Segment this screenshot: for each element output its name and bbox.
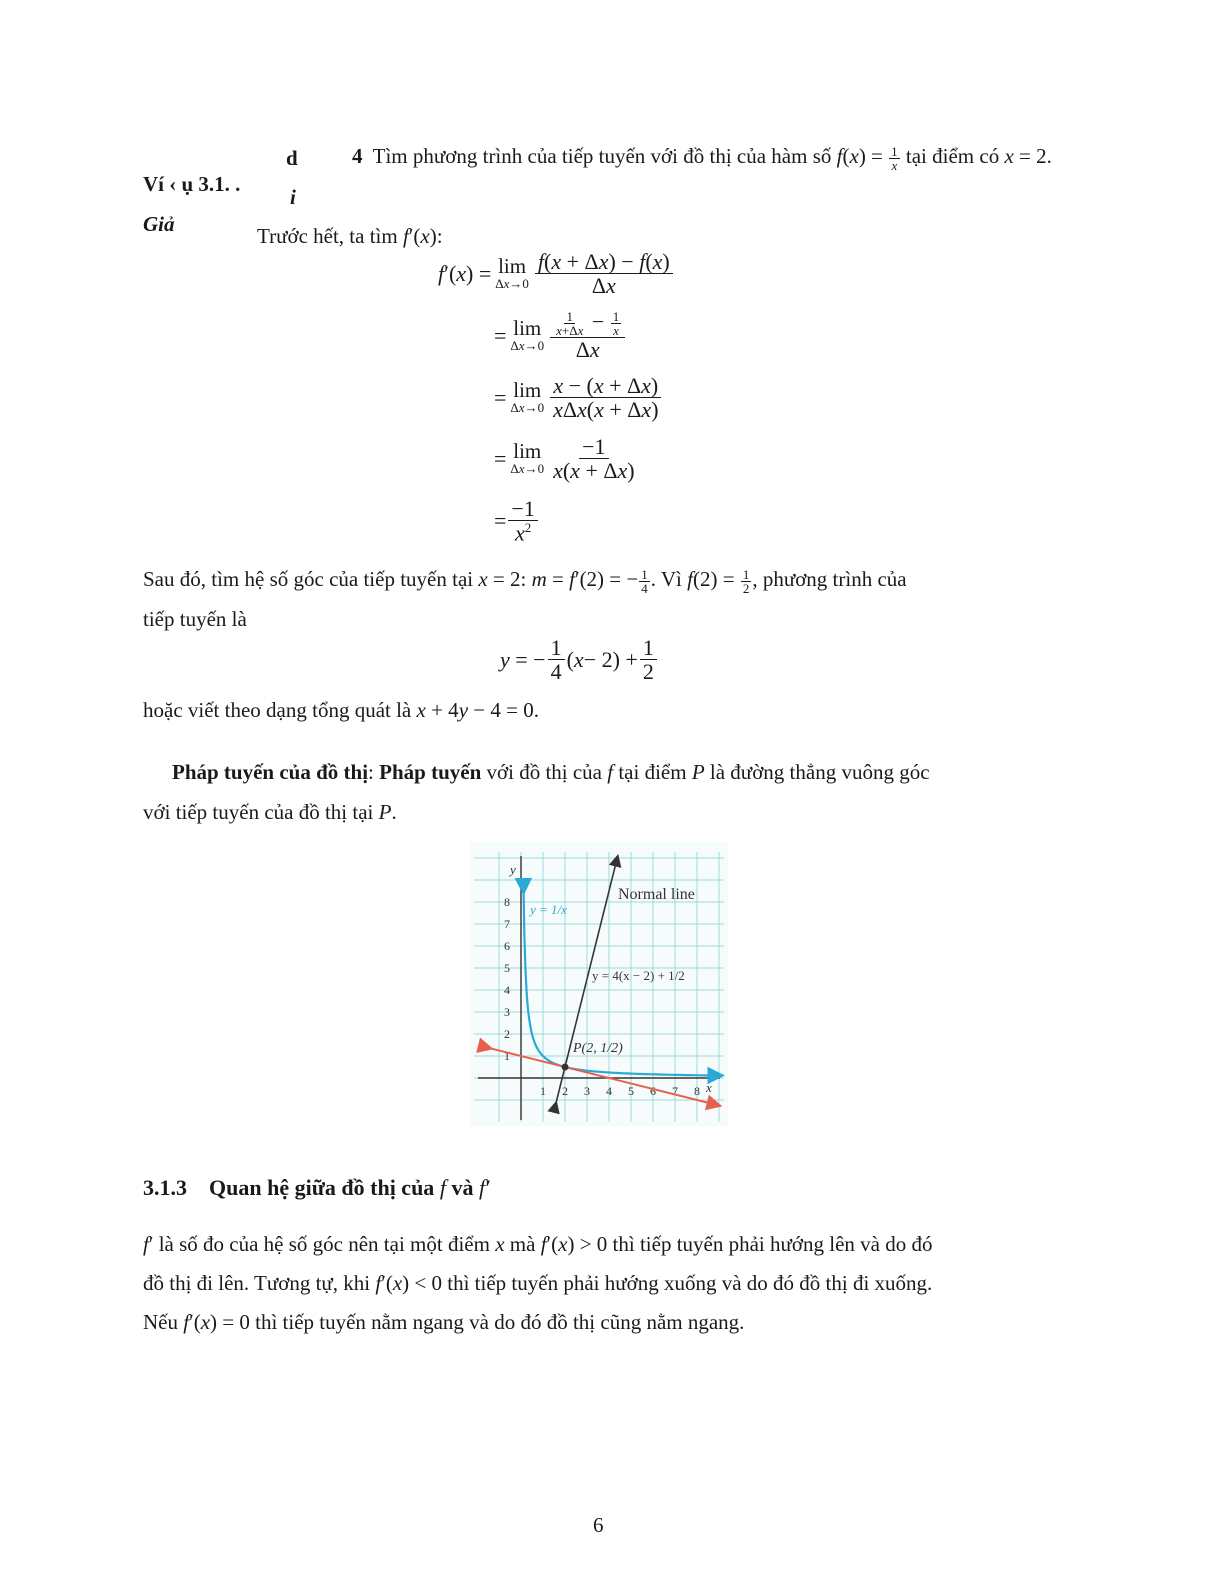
derivation-line-5: = $\frac{-1}{x^2}$ xyxy=(494,493,540,549)
slope-paragraph-line-2: tiếp tuyến là xyxy=(143,607,247,631)
curve-label: y = 1/x xyxy=(530,902,567,917)
point-p xyxy=(562,1064,569,1071)
relation-paragraph-line-3: Nếu f′(x) = 0 thì tiếp tuyến nằm ngang và do đó đồ thị cũng nằm ngang. xyxy=(143,1310,745,1334)
normal-equation-label: y = 4(x − 2) + 1/2 xyxy=(592,968,685,983)
x-tick-label: 6 xyxy=(650,1084,656,1098)
general-form-line: hoặc viết theo dạng tổng quát là x + 4y − 4 = 0. xyxy=(143,698,539,722)
y-tick-label: 8 xyxy=(504,895,510,909)
y-tick-label: 7 xyxy=(504,917,510,931)
relation-paragraph-line-2: đồ thị đi lên. Tương tự, khi f′(x) < 0 thì tiếp tuyến phải hướng xuống và do đó đồ thị đi xuống. xyxy=(143,1271,933,1295)
derivation-line-2: = lim Δx→0 $\frac{1}{x+\Delta x}$ − $\frac{1}{x}$ Δx xyxy=(494,306,627,366)
tangent-equation: y = − $\frac{1}{4}$ ( x − 2) + $\frac{1}{2}$ xyxy=(500,632,659,688)
normal-line-figure xyxy=(470,842,728,1127)
first-step: Trước hết, ta tìm f′(x): xyxy=(257,224,443,248)
x-tick-label: 8 xyxy=(694,1084,700,1098)
solution-label: Giả xyxy=(143,212,175,236)
section-number: 3.1.3 xyxy=(143,1175,187,1200)
relation-paragraph-line-1: f′ là số đo của hệ số góc nên tại một điểm x mà f′(x) > 0 thì tiếp tuyến phải hướng lên và do đó xyxy=(143,1232,933,1256)
y-tick-label: 1 xyxy=(504,1049,510,1063)
normal-definition-line-2: với tiếp tuyến của đồ thị tại P. xyxy=(143,800,397,824)
problem-statement: 4 Tìm phương trình của tiếp tuyến với đồ thị của hàm số f(x) = $\frac{1}{x}$ tại điểm có x = 2. xyxy=(352,143,1052,173)
x-tick-label: 7 xyxy=(672,1084,678,1098)
page-number: 6 xyxy=(593,1513,604,1537)
fragment-i: i xyxy=(290,185,296,209)
x-tick-label: 4 xyxy=(606,1084,612,1098)
example-number: 4 xyxy=(352,144,363,168)
y-tick-label: 5 xyxy=(504,961,510,975)
y-axis-label: y xyxy=(510,862,516,877)
section-title: Quan hệ giữa đồ thị của xyxy=(209,1175,435,1200)
problem-text-2: tại điểm có xyxy=(905,144,1000,168)
normal-line-label: Normal line xyxy=(618,886,695,903)
derivation-line-4: = lim Δx→0 $\frac{-1}{x(x + \Delta x)}$ xyxy=(494,433,635,483)
x-tick-label: 3 xyxy=(584,1084,590,1098)
slope-paragraph-line-1: Sau đó, tìm hệ số góc của tiếp tuyến tại x = 2: m = f′(2) = − $\frac{1}{4}$ . Vì f(2) = $\frac{1}{2}$ , phương trình của xyxy=(143,566,907,596)
x-tick-label: 1 xyxy=(540,1084,546,1098)
fragment-d: d xyxy=(286,146,298,170)
y-tick-label: 2 xyxy=(504,1027,510,1041)
y-tick-label: 4 xyxy=(504,983,510,997)
section-heading: 3.1.3 Quan hệ giữa đồ thị của f và f′ xyxy=(143,1175,492,1200)
x-tick-label: 5 xyxy=(628,1084,634,1098)
y-tick-label: 6 xyxy=(504,939,510,953)
x-tick-label: 2 xyxy=(562,1084,568,1098)
problem-text-1: Tìm phương trình của tiếp tuyến với đồ thị của hàm số xyxy=(372,144,832,168)
x-axis-label: x xyxy=(706,1080,712,1095)
derivation-line-3: = lim Δx→0 $\frac{x - (x + \Delta x)}{\text{xΔx(x + Δx)}}$ xyxy=(494,370,664,426)
point-label: P(2, 1/2) xyxy=(573,1041,623,1056)
normal-definition-line-1: Pháp tuyến của đồ thị: Pháp tuyến với đồ thị của f tại điểm P là đường thẳng vuông góc xyxy=(172,760,930,784)
derivation-line-1: f′(x) = lim Δx→0 $\frac{f(x + \Delta x) - f(x)}{\Delta x}$ xyxy=(438,246,675,302)
example-label: Ví ‹ ụ 3.1. . xyxy=(143,172,241,196)
y-tick-label: 3 xyxy=(504,1005,510,1019)
